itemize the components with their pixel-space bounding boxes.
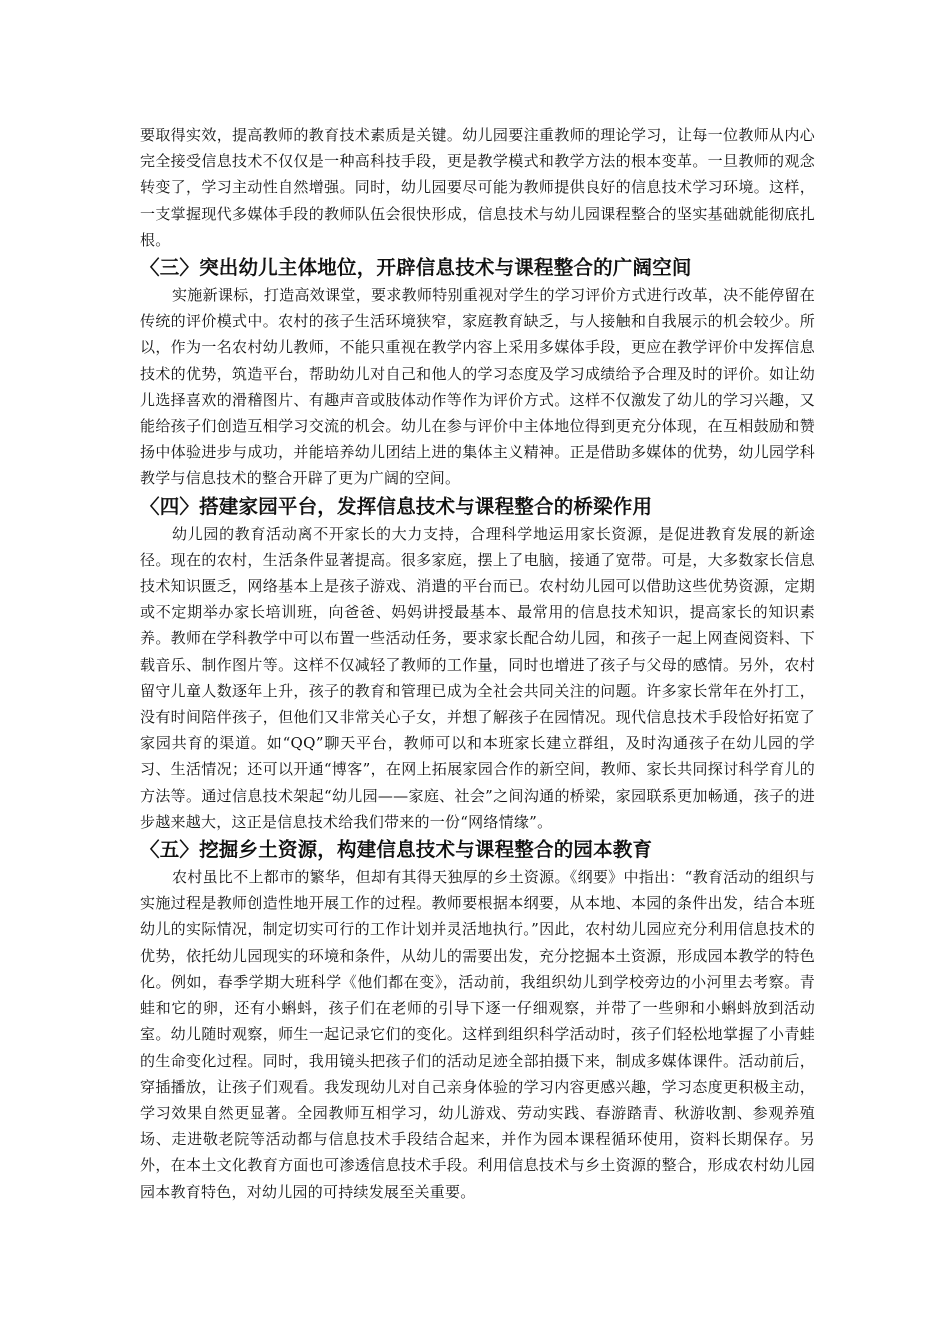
paragraph-section-5: 农村虽比不上都市的繁华，但却有其得天独厚的乡土资源。《纲要》中指出：“教育活动的组织与实施过程是教师创造性地开展工作的过程。教师要根据本纲要，从本地、本园的条件出发，结合本班幼儿的实际情况，制定切实可行的工作计划并灵活地执行。”因此，农村幼儿园应充分利用信息技术的优势，依托幼儿园现实的环境和条件，从幼儿的需要出发，充分挖掘本土资源，形成园本教学的特色化。例如，春季学期大班科学《他们都在变》，活动前，我组织幼儿到学校旁边的小河里去考察。青蛙和它的卵，还有小蝌蚪，孩子们在老师的引导下逐一仔细观察，并带了一些卵和小蝌蚪放到活动室。幼儿随时观察，师生一起记录它们的变化。这样到组织科学活动时，孩子们轻松地掌握了小青蛙的生命变化过程。同时，我用镜头把孩子们的活动足迹全部拍摄下来，制成多媒体课件。活动前后，穿插播放，让孩子们观看。我发现幼儿对自己亲身体验的学习内容更感兴趣，学习态度更积极主动，学习效果自然更显著。全园教师互相学习，幼儿游戏、劳动实践、春游踏青、秋游收割、参观养殖场、走进敬老院等活动都与信息技术手段结合起来，并作为园本课程循环使用，资料长期保存。另外，在本土文化教育方面也可渗透信息技术手段。利用信息技术与乡土资源的整合，形成农村幼儿园园本教育特色，对幼儿园的可持续发展至关重要。: [140, 868, 815, 1201]
paragraph-intro-continued: 要取得实效，提高教师的教育技术素质是关键。幼儿园要注重教师的理论学习，让每一位教师从内心完全接受信息技术不仅仅是一种高科技手段，更是教学模式和教学方法的根本变革。一旦教师的观念转变了，学习主动性自然增强。同时，幼儿园要尽可能为教师提供良好的信息技术学习环境。这样，一支掌握现代多媒体手段的教师队伍会很快形成，信息技术与幼儿园课程整合的坚实基础就能彻底扎根。: [140, 126, 815, 249]
section-heading-5: 〈五〉挖掘乡土资源，构建信息技术与课程整合的园本教育: [140, 838, 653, 862]
paragraph-section-4: 幼儿园的教育活动离不开家长的大力支持，合理科学地运用家长资源，是促进教育发展的新途径。现在的农村，生活条件显著提高。很多家庭，摆上了电脑，接通了宽带。可是，大多数家长信息技术知识匮乏，网络基本上是孩子游戏、消遣的平台而已。农村幼儿园可以借助这些优势资源，定期或不定期举办家长培训班，向爸爸、妈妈讲授最基本、最常用的信息技术知识，提高家长的知识素养。教师在学科教学中可以布置一些活动任务，要求家长配合幼儿园，和孩子一起上网查阅资料、下载音乐、制作图片等。这样不仅减轻了教师的工作量，同时也增进了孩子与父母的感情。另外，农村留守儿童人数逐年上升，孩子的教育和管理已成为全社会共同关注的问题。许多家长常年在外打工，没有时间陪伴孩子，但他们又非常关心子女，并想了解孩子在园情况。现代信息技术手段恰好拓宽了家园共育的渠道。如“QQ”聊天平台，教师可以和本班家长建立群组，及时沟通孩子在幼儿园的学习、生活情况；还可以开通“博客”，在网上拓展家园合作的新空间，教师、家长共同探讨科学育儿的方法等。通过信息技术架起“幼儿园——家庭、社会”之间沟通的桥梁，家园联系更加畅通，孩子的进步越来越大，这正是信息技术给我们带来的一份“网络情缘”。: [140, 524, 815, 831]
paragraph-section-3: 实施新课标，打造高效课堂，要求教师特别重视对学生的学习评价方式进行改革，决不能停留在传统的评价模式中。农村的孩子生活环境狭窄，家庭教育缺乏，与人接触和自我展示的机会较少。所以，作为一名农村幼儿教师，不能只重视在教学内容上采用多媒体手段，更应在教学评价中发挥信息技术的优势，筑造平台，帮助幼儿对自己和他人的学习态度及学习成绩给予合理及时的评价。如让幼儿选择喜欢的滑稽图片、有趣声音或肢体动作等作为评价方式。这样不仅激发了幼儿的学习兴趣，又能给孩子们创造互相学习交流的机会。幼儿在参与评价中主体地位得到更充分体现，在互相鼓励和赞扬中体验进步与成功，并能培养幼儿团结上进的集体主义精神。正是借助多媒体的优势，幼儿园学科教学与信息技术的整合开辟了更为广阔的空间。: [140, 286, 815, 488]
document-page: [140, 122, 815, 1205]
section-heading-3: 〈三〉突出幼儿主体地位，开辟信息技术与课程整合的广阔空间: [140, 256, 692, 280]
section-heading-4: 〈四〉搭建家园平台，发挥信息技术与课程整合的桥梁作用: [140, 494, 653, 518]
